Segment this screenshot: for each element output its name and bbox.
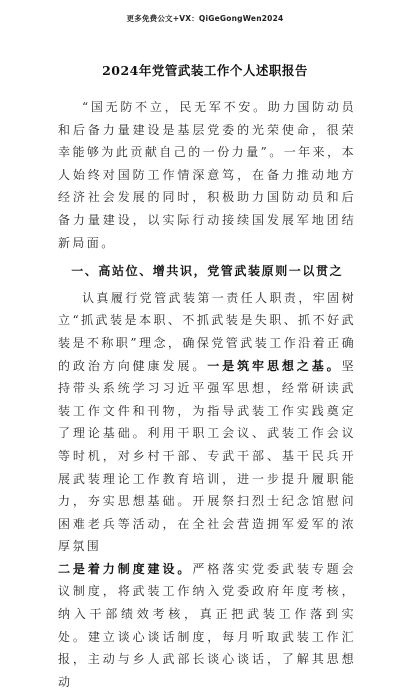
emphasis-point-1: 一是筑牢思想之基。 — [207, 358, 342, 373]
emphasis-point-2: 二是着力制度建设。 — [58, 561, 193, 576]
section-heading: 一、高站位、增共识，党管武装原则一以贯之 — [71, 264, 344, 279]
body-paragraph — [58, 287, 356, 558]
paragraph-lead-text: 认真履行党管武装第一责任人职责，牢固树立“抓武装是本职、不抓武装是失职、抓不好武装是不称职”理念，确保党管武装工作沿着正确的政治方向健康发展。 — [58, 290, 356, 373]
header-note: 更多免费公文+VX：QiGeGongWen2024 — [126, 14, 284, 23]
document-body — [58, 96, 356, 693]
body-paragraph-continued — [58, 558, 356, 693]
paragraph-text-1: 坚持带头系统学习习近平强军思想，经常研读武装工作文件和刊物，为指导武装工作实践奠定了理论基础。利用干职工会议、武装工作会议等时机，对乡村干部、专武干部、基干民兵开展武装理论工作教育培训，进一步提升履职能力，夯实思想基础。开展祭扫烈士纪念馆慰问困难老兵等活动，在全社会营造拥军爱军的浓厚氛围 — [58, 358, 356, 554]
intro-paragraph: “国无防不立，民无军不安。助力国防动员和后备力量建设是基层党委的光荣使命，很荣幸能够为此贡献自己的一份力量”。一年来，本人始终对国防工作情深意笃，在备力推动地方经济社会发展的同时，积极助力国防动员和后备力量建设，以实际行动接续国发展军地团结新局面。 — [58, 100, 356, 250]
document-title: 2024年党管武装工作个人述职报告 — [102, 63, 308, 78]
paragraph-text-2: 严格落实党委武装专题会议制度，将武装工作纳入党委政府年度考核，纳入干部绩效考核，真正把武装工作落到实处。建立谈心谈话制度，每月听取武装工作汇报，主动与乡人武部长谈心谈话，了解其思想动 — [58, 561, 356, 689]
